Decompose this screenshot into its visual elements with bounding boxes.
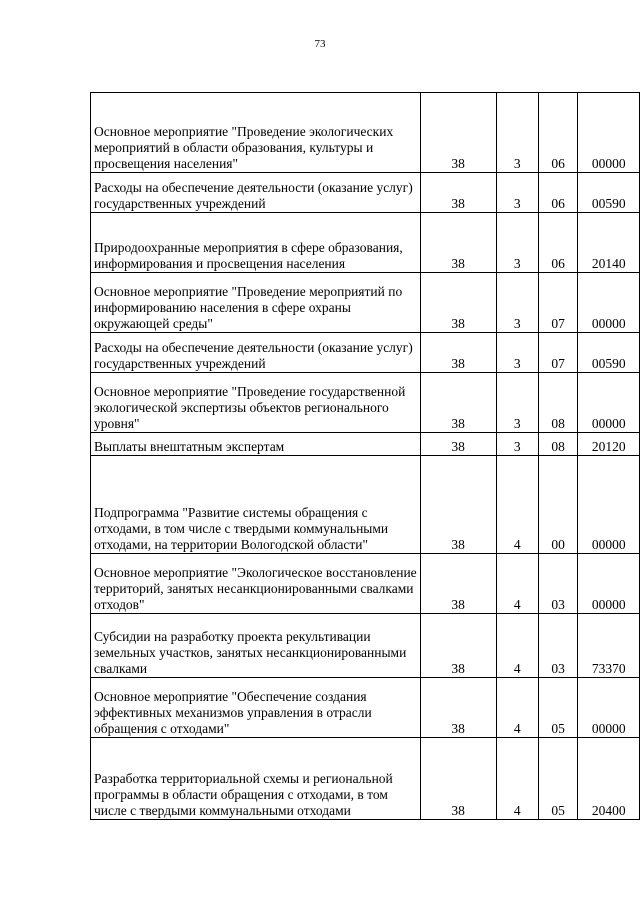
budget-classification-table xyxy=(90,92,640,820)
row-program-code: 38 xyxy=(420,273,496,333)
row-direction-code: 00590 xyxy=(578,333,640,373)
table-row xyxy=(91,554,640,614)
table-body xyxy=(91,93,640,820)
row-event-code: 03 xyxy=(538,614,578,678)
row-direction-code: 00000 xyxy=(578,456,640,554)
table-row xyxy=(91,173,640,213)
row-subprogram-code: 4 xyxy=(496,456,538,554)
row-event-code: 08 xyxy=(538,373,578,433)
row-event-code: 08 xyxy=(538,433,578,456)
row-event-code: 06 xyxy=(538,213,578,273)
table-row xyxy=(91,213,640,273)
row-subprogram-code: 3 xyxy=(496,333,538,373)
row-program-code: 38 xyxy=(420,433,496,456)
row-subprogram-code: 4 xyxy=(496,738,538,820)
row-direction-code: 00000 xyxy=(578,554,640,614)
row-program-code: 38 xyxy=(420,213,496,273)
row-program-code: 38 xyxy=(420,614,496,678)
row-subprogram-code: 3 xyxy=(496,273,538,333)
row-event-code: 06 xyxy=(538,173,578,213)
row-subprogram-code: 3 xyxy=(496,373,538,433)
table-row xyxy=(91,273,640,333)
table-row xyxy=(91,678,640,738)
row-event-code: 06 xyxy=(538,93,578,173)
row-event-code: 03 xyxy=(538,554,578,614)
table-row xyxy=(91,456,640,554)
row-direction-code: 20140 xyxy=(578,213,640,273)
page-number: 73 xyxy=(314,38,326,50)
row-event-code: 00 xyxy=(538,456,578,554)
table-row xyxy=(91,433,640,456)
row-subprogram-code: 4 xyxy=(496,554,538,614)
row-event-code: 07 xyxy=(538,333,578,373)
row-description: Природоохранные мероприятия в сфере образования, информирования и просвещения населения xyxy=(91,213,421,273)
row-direction-code: 00590 xyxy=(578,173,640,213)
row-description: Расходы на обеспечение деятельности (оказание услуг) государственных учреждений xyxy=(91,333,421,373)
table-row xyxy=(91,614,640,678)
row-description: Основное мероприятие "Проведение государственной экологической экспертизы объектов регионального уровня" xyxy=(91,373,421,433)
row-program-code: 38 xyxy=(420,738,496,820)
table-row xyxy=(91,738,640,820)
row-program-code: 38 xyxy=(420,373,496,433)
row-direction-code: 00000 xyxy=(578,678,640,738)
row-description: Основное мероприятие "Обеспечение создания эффективных механизмов управления в отрасли обращения с отходами" xyxy=(91,678,421,738)
row-description: Подпрограмма "Развитие системы обращения с отходами, в том числе с твердыми коммунальными отходами, на территории Вологодской области" xyxy=(91,456,421,554)
row-event-code: 07 xyxy=(538,273,578,333)
row-program-code: 38 xyxy=(420,456,496,554)
row-direction-code: 73370 xyxy=(578,614,640,678)
row-description: Субсидии на разработку проекта рекультивации земельных участков, занятых несанкционированными свалками xyxy=(91,614,421,678)
row-description: Основное мероприятие "Экологическое восстановление территорий, занятых несанкционированными свалками отходов" xyxy=(91,554,421,614)
row-description: Выплаты внештатным экспертам xyxy=(91,433,421,456)
row-subprogram-code: 4 xyxy=(496,614,538,678)
row-program-code: 38 xyxy=(420,173,496,213)
row-direction-code: 00000 xyxy=(578,93,640,173)
row-program-code: 38 xyxy=(420,554,496,614)
row-program-code: 38 xyxy=(420,93,496,173)
row-subprogram-code: 3 xyxy=(496,433,538,456)
table-row xyxy=(91,93,640,173)
table-row xyxy=(91,373,640,433)
row-description: Основное мероприятие "Проведение экологических мероприятий в области образования, культуры и просвещения населения" xyxy=(91,93,421,173)
row-direction-code: 00000 xyxy=(578,373,640,433)
row-direction-code: 20120 xyxy=(578,433,640,456)
row-description: Расходы на обеспечение деятельности (оказание услуг) государственных учреждений xyxy=(91,173,421,213)
row-event-code: 05 xyxy=(538,678,578,738)
table-row xyxy=(91,333,640,373)
row-direction-code: 00000 xyxy=(578,273,640,333)
row-subprogram-code: 3 xyxy=(496,173,538,213)
row-subprogram-code: 3 xyxy=(496,93,538,173)
row-description: Основное мероприятие "Проведение мероприятий по информированию населения в сфере охраны окружающей среды" xyxy=(91,273,421,333)
row-direction-code: 20400 xyxy=(578,738,640,820)
row-event-code: 05 xyxy=(538,738,578,820)
row-subprogram-code: 4 xyxy=(496,678,538,738)
row-subprogram-code: 3 xyxy=(496,213,538,273)
row-description: Разработка территориальной схемы и региональной программы в области обращения с отходами, в том числе с твердыми коммунальными отходами xyxy=(91,738,421,820)
row-program-code: 38 xyxy=(420,678,496,738)
row-program-code: 38 xyxy=(420,333,496,373)
